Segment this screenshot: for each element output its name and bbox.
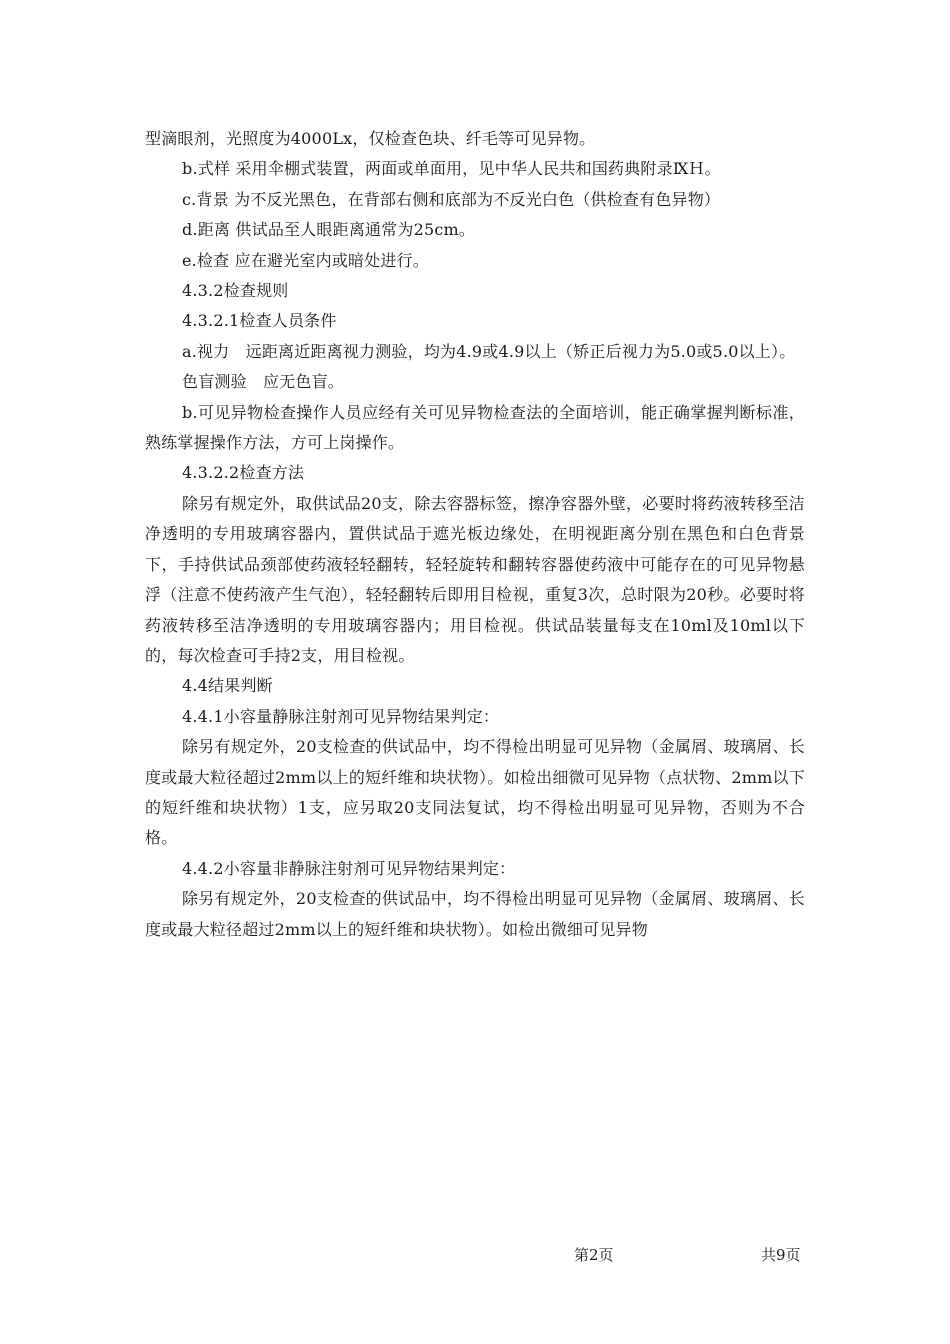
- paragraph: b.可见异物检查操作人员应经有关可见异物检查法的全面培训，能正确掌握判断标准，熟练掌握操作方法，方可上岗操作。: [145, 402, 805, 453]
- section-heading: 4.4.2小容量非静脉注射剂可见异物结果判定：: [182, 858, 516, 878]
- paragraph: 除另有规定外，20支检查的供试品中，均不得检出明显可见异物（金属屑、玻璃屑、长度或最大粒径超过2mm以上的短纤维和块状物）。如检出细微可见异物（点状物、2mm以下的短纤维和块状物）1支，应另取20支同法复试，均不得检出明显可见异物，否则为不合格。: [145, 737, 805, 848]
- paragraph: b.式样 采用伞棚式装置，两面或单面用，见中华人民共和国药典附录ⅨＨ。: [182, 159, 721, 179]
- section-heading: 4.4.1小容量静脉注射剂可见异物结果判定：: [182, 706, 500, 726]
- section-heading: 4.3.2检查规则: [182, 281, 289, 301]
- paragraph: c.背景 为不反光黑色，在背部右侧和底部为不反光白色（供检查有色异物）: [182, 189, 721, 209]
- footer-page-number: 第2页: [574, 1246, 614, 1264]
- section-heading: 4.3.2.2检查方法: [182, 463, 305, 483]
- paragraph: 色盲测验 应无色盲。: [182, 372, 345, 392]
- paragraph: a.视力 远距离近距离视力测验，均为4.9或4.9以上（矫正后视力为5.0或5.0以上）。: [182, 341, 796, 361]
- document-body: [145, 124, 805, 945]
- paragraph: e.检查 应在避光室内或暗处进行。: [182, 250, 430, 270]
- section-heading: 4.4结果判断: [182, 676, 273, 696]
- paragraph: d.距离 供试品至人眼距离通常为25cm。: [182, 220, 476, 240]
- paragraph: 除另有规定外，取供试品20支，除去容器标签，擦净容器外壁，必要时将药液转移至洁净透明的专用玻璃容器内，置供试品于遮光板边缘处，在明视距离分别在黑色和白色背景下，手持供试品颈部使药液轻轻翻转，轻轻旋转和翻转容器使药液中可能存在的可见异物悬浮（注意不使药液产生气泡），轻轻翻转后即用目检视，重复3次，总时限为20秒。必要时将药液转移至洁净透明的专用玻璃容器内；用目检视。供试品装量每支在10ml及10ml以下的，每次检查可手持2支，用目检视。: [145, 493, 805, 665]
- footer-total-pages: 共9页: [761, 1246, 801, 1264]
- section-heading: 4.3.2.1检查人员条件: [182, 311, 337, 331]
- paragraph: 型滴眼剂，光照度为4000Lx，仅检查色块、纤毛等可见异物。: [145, 129, 596, 148]
- paragraph: 除另有规定外，20支检查的供试品中，均不得检出明显可见异物（金属屑、玻璃屑、长度或最大粒径超过2mm以上的短纤维和块状物）。如检出微细可见异物: [145, 889, 805, 939]
